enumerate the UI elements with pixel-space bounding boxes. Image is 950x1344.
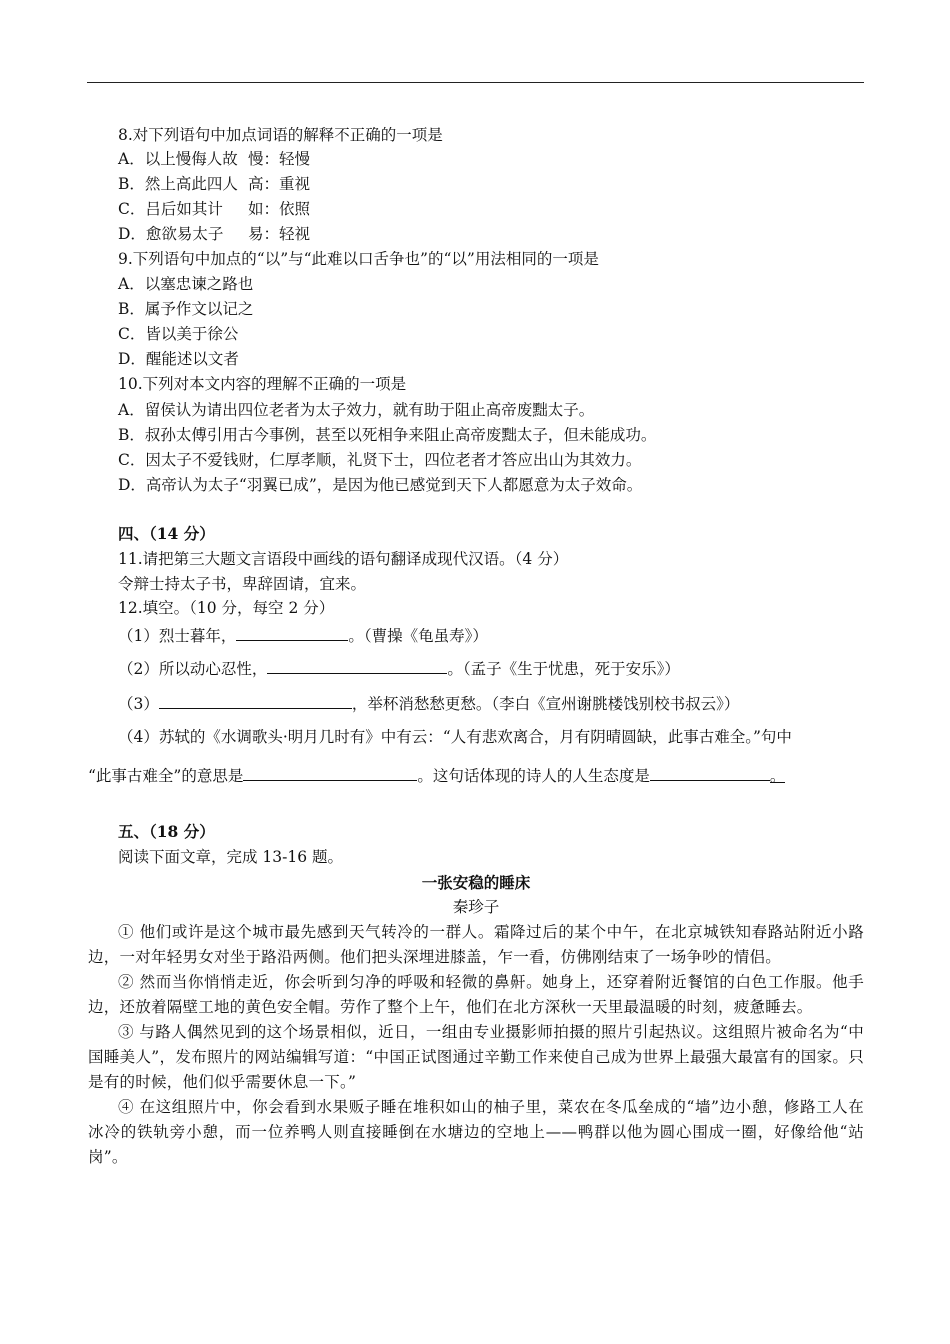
section-5-intro: 阅读下面文章，完成 13-16 题。 [118, 848, 344, 866]
q8-option-b-gloss: 高：重视 [248, 175, 311, 193]
blank-3-field[interactable] [159, 692, 352, 709]
q8-option-a-phrase: A．以上慢侮人故 [118, 150, 238, 168]
blank-4-line-2 [88, 764, 785, 786]
q10-option-a: A．留侯认为请出四位老者为太子效力，就有助于阻止高帝废黜太子。 [118, 401, 595, 419]
blank-3-line [118, 692, 739, 714]
q9-option-c: C．皆以美于徐公 [118, 325, 239, 343]
article-author: 秦珍子 [452, 898, 500, 916]
q8-option-c-phrase: C．吕后如其计 [118, 200, 223, 218]
q10-option-b: B．叔孙太傅引用古今事例，甚至以死相争来阻止高帝废黜太子，但未能成功。 [118, 426, 657, 444]
q8-option-b-phrase: B．然上高此四人 [118, 175, 238, 193]
blank-2-suffix: 。（孟子《生于忧患，死于安乐》） [447, 660, 680, 678]
blank-4-line-1: （4）苏轼的《水调歌头·明月几时有》中有云：“人有悲欢离合，月有阴晴圆缺，此事古难全。”句中 [118, 728, 792, 746]
q8-option-d-phrase: D．愈欲易太子 [118, 225, 224, 243]
blank-2-field[interactable] [267, 657, 447, 674]
section-5-heading: 五、（18 分） [118, 822, 215, 841]
blank-3-prefix: （3） [118, 695, 159, 713]
q8-option-c [118, 199, 310, 219]
q8-option-c-gloss: 如：依照 [248, 200, 311, 218]
blank-1-prefix: （1）烈士暮年， [118, 627, 237, 645]
article-paragraph-1: ① 他们或许是这个城市最先感到天气转冷的一群人。霜降过后的某个中午，在北京城铁知春路站附近小路边，一对年轻男女对坐于路沿两侧。他们把头深埋进膝盖，乍一看，仿佛刚结束了一场争吵的情侣。 [88, 923, 864, 966]
article-paragraph-4: ④ 在这组照片中，你会看到水果贩子睡在堆积如山的柚子里，菜农在冬瓜垒成的“墙”边小憩，修路工人在冰冷的铁轨旁小憩，而一位养鸭人则直接睡倒在水塘边的空地上——鸭群以他为圆心围成一圈，好像给他“站岗”。 [88, 1098, 864, 1166]
blank-4-prefix: “此事古难全”的意思是 [88, 767, 244, 785]
q9-stem: 9.下列语句中加点的“以”与“此难以口舌争也”的“以”用法相同的一项是 [118, 250, 599, 268]
blank-4-suffix: 。 [769, 767, 786, 785]
q10-option-c: C．因太子不爱钱财，仁厚孝顺，礼贤下士，四位老者才答应出山为其效力。 [118, 451, 642, 469]
q10-option-d: D．高帝认为太子“羽翼已成”，是因为他已感觉到天下人都愿意为太子效命。 [118, 476, 643, 494]
q11-sentence: 令辩士持太子书，卑辞固请，宜来。 [118, 575, 367, 593]
q8-option-b [118, 174, 310, 194]
article-paragraph-2: ② 然而当你悄悄走近，你会听到匀净的呼吸和轻微的鼻鼾。她身上，还穿着附近餐馆的白色工作服。他手边，还放着隔壁工地的黄色安全帽。劳作了整个上午，他们在北方深秋一天里最温暖的时刻，疲惫睡去。 [88, 973, 864, 1016]
section-4-heading: 四、（14 分） [118, 524, 215, 543]
blank-4-middle: 。这句话体现的诗人的人生态度是 [417, 767, 650, 785]
q8-stem: 8.对下列语句中加点词语的解释不正确的一项是 [118, 126, 443, 144]
q8-option-a [118, 149, 310, 169]
header-rule [87, 82, 864, 83]
q9-option-a: A．以塞忠谏之路也 [118, 275, 254, 293]
blank-1-line [118, 624, 488, 646]
article-title: 一张安稳的睡床 [421, 873, 531, 892]
q9-option-d: D．醒能述以文者 [118, 350, 239, 368]
blank-2-line [118, 657, 680, 679]
q10-stem: 10.下列对本文内容的理解不正确的一项是 [118, 375, 407, 393]
blank-2-prefix: （2）所以动心忍性， [118, 660, 268, 678]
q9-option-b: B．属予作文以记之 [118, 300, 254, 318]
q11-stem: 11.请把第三大题文言语段中画线的语句翻译成现代汉语。（4 分） [118, 550, 569, 568]
blank-4-attitude-field[interactable] [650, 764, 770, 781]
q8-option-a-gloss: 慢：轻慢 [248, 150, 311, 168]
blank-3-suffix: ，举杯消愁愁更愁。（李白《宣州谢朓楼饯别校书叔云》） [351, 695, 740, 713]
q8-option-d [118, 224, 310, 244]
article-paragraph-3: ③ 与路人偶然见到的这个场景相似，近日，一组由专业摄影师拍摄的照片引起热议。这组照片被命名为“中国睡美人”，发布照片的网站编辑写道：“中国正试图通过辛勤工作来使自己成为世界上最强大最富有的国家。只是有的时候，他们似乎需要休息一下。” [88, 1023, 864, 1091]
q12-stem: 12.填空。（10 分，每空 2 分） [118, 599, 335, 617]
blank-4-meaning-field[interactable] [243, 764, 417, 781]
q8-option-d-gloss: 易：轻视 [248, 225, 311, 243]
blank-1-suffix: 。（曹操《龟虽寿》） [348, 627, 488, 645]
blank-1-field[interactable] [236, 624, 348, 641]
